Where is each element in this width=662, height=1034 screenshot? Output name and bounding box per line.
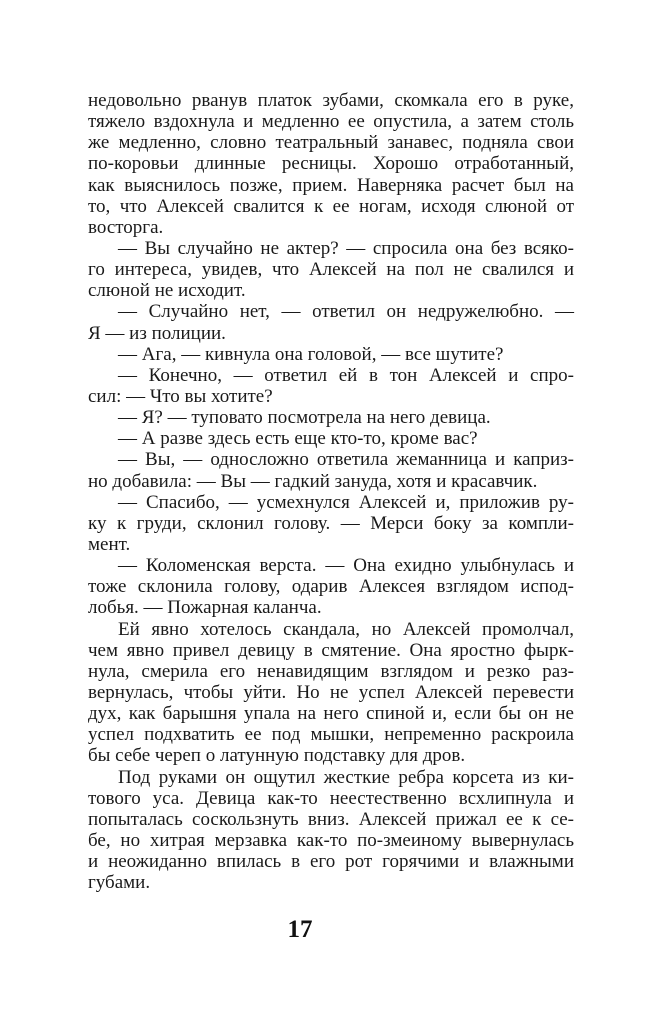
text-line: чем явно привел девицу в смятение. Она яростно фырк- xyxy=(88,639,574,661)
text-line: но добавила: — Вы — гадкий зануда, хотя и красавчик. xyxy=(88,470,538,492)
text-line: вернулась, чтобы уйти. Но не успел Алексей перевести xyxy=(88,681,574,703)
text-line: — Ага, — кивнула она головой, — все шутите? xyxy=(118,343,504,365)
text-line: — А разве здесь есть еще кто-то, кроме вас? xyxy=(118,428,478,450)
text-line: — Случайно нет, — ответил он недружелюбно. — xyxy=(118,301,574,323)
text-line: то, что Алексей свалится к ее ногам, исходя слюной от xyxy=(88,195,574,217)
text-line: дух, как барышня упала на него спиной и, если бы он не xyxy=(88,703,574,725)
text-line: Под руками он ощутил жесткие ребра корсета из ки- xyxy=(118,766,574,788)
text-line: — Спасибо, — усмехнулся Алексей и, приложив ру- xyxy=(118,491,574,513)
text-line: нула, смерила его ненавидящим взглядом и резко раз- xyxy=(88,660,574,682)
text-line: Ей явно хотелось скандала, но Алексей промолчал, xyxy=(118,618,574,640)
text-line: губами. xyxy=(88,872,151,894)
text-line: по-коровьи длинные ресницы. Хорошо отработанный, xyxy=(88,153,574,175)
text-line: же медленно, словно театральный занавес, подняла свои xyxy=(88,132,574,154)
text-line: лобья. — Пожарная каланча. xyxy=(88,597,322,619)
text-line: тяжело вздохнула и медленно ее опустила, а затем столь xyxy=(88,111,574,133)
text-line: бе, но хитрая мерзавка как-то по-змеиному вывернулась xyxy=(88,829,574,851)
text-line: попыталась соскользнуть вниз. Алексей прижал ее к се- xyxy=(88,808,574,830)
text-line: успел подхватить ее под мышки, непременно раскроила xyxy=(88,724,574,746)
text-line: как выяснилось позже, прием. Наверняка расчет был на xyxy=(88,174,574,196)
text-line: ку к груди, склонил голову. — Мерси боку за компли- xyxy=(88,512,574,534)
body-text xyxy=(88,90,574,893)
text-line: — Вы случайно не актер? — спросила она без всяко- xyxy=(118,237,574,259)
text-line: го интереса, увидев, что Алексей на пол не свалился и xyxy=(88,259,574,281)
text-line: и неожиданно впилась в его рот горячими и влажными xyxy=(88,851,574,873)
text-line: — Я? — туповато посмотрела на него девица. xyxy=(118,407,491,429)
text-line: — Вы, — односложно ответила жеманница и каприз- xyxy=(118,449,574,471)
text-line: Я — из полиции. xyxy=(88,322,226,344)
text-line: сил: — Что вы хотите? xyxy=(88,385,273,407)
text-line: — Конечно, — ответил ей в тон Алексей и спро- xyxy=(118,364,574,386)
text-line: слюной не исходит. xyxy=(88,280,246,302)
text-line: — Коломенская верста. — Она ехидно улыбнулась и xyxy=(118,555,574,577)
text-line: тового уса. Девица как-то неестественно всхлипнула и xyxy=(88,787,574,809)
text-line: мент. xyxy=(88,533,131,555)
text-line: восторга. xyxy=(88,216,164,238)
text-line: бы себе череп о латунную подставку для дров. xyxy=(88,745,466,767)
text-line: тоже склонила голову, одарив Алексея взглядом испод- xyxy=(88,576,574,598)
text-line: недовольно рванув платок зубами, скомкала его в руке, xyxy=(88,90,574,111)
page-number: 17 xyxy=(287,916,313,943)
